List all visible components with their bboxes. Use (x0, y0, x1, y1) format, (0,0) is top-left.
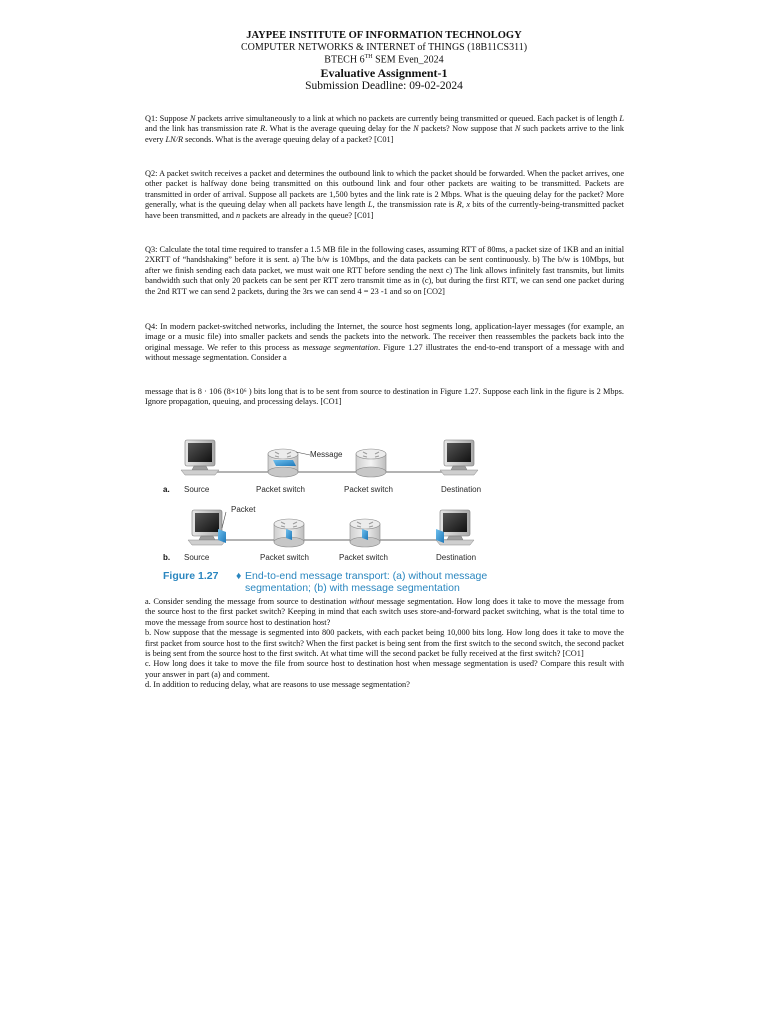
assignment-title: Evaluative Assignment-1 (320, 66, 448, 80)
packet-switch-label: Packet switch (260, 553, 309, 562)
packet-switch-label: Packet switch (344, 485, 393, 494)
q1-text: packets arrive simultaneously to a link at which no packets are currently being transmitted or queued. Each packet is of length (195, 114, 620, 123)
q2-text: packets are already in the queue? [C01] (240, 210, 374, 220)
source-label: Source (184, 485, 210, 494)
packet-switch-label: Packet switch (256, 485, 305, 494)
destination-label: Destination (441, 485, 482, 494)
q1-text: and the link has transmission rate (145, 124, 261, 134)
course-title: COMPUTER NETWORKS & INTERNET of THINGS (18B11CS311) (240, 42, 528, 53)
packet-switch-icon (268, 449, 298, 477)
part-a-text: message segmentation. How long does it take to move the message from the source host to the first packet switch? Keeping in mind that each switch uses store-and-forward packet switching, what is the total time to move the message from source host to destination host? (145, 597, 624, 627)
q1-var: N (413, 124, 419, 134)
semester-suffix: SEM Even_2024 (372, 54, 444, 66)
figure-caption-diamond-icon: ♦ (236, 570, 242, 582)
part-b: b. Now suppose that the message is segmented into 800 packets, with each packet being 10,000 bits long. How long does it take to move the first packet from source host to the first switch? When the first packet is being sent from the first switch to the second switch, the second packet is being sent from the source host to the first switch. At what time will the second packet be fully received at the first switch? [CO1] (145, 628, 624, 659)
q4-text: Q4: In modern packet-switched networks, including the Internet, the source host segments long, application-layer messages (for example, an image or a music file) into smaller packets and sends the packets into the network. The receiver then reassembles the packets back into the original message. We refer to this process as (145, 322, 624, 352)
figure-caption-number: Figure 1.27 (163, 570, 219, 582)
row-b-label: b. (163, 553, 171, 562)
part-c: c. How long does it take to move the file from source host to destination host when message segmentation is used? Compare this result with your answer in part (a) and comment. (145, 659, 624, 679)
packet-label: Packet (231, 505, 256, 514)
source-computer-icon (181, 440, 219, 475)
q1-var: N (189, 114, 196, 123)
question-4-parts (145, 597, 624, 691)
packet-switch-icon (356, 449, 386, 477)
q4-term: message segmentation (302, 342, 379, 352)
semester-sup: TH (364, 54, 373, 60)
q1-text: packets? Now suppose that (418, 124, 515, 134)
semester-prefix: BTECH 6 (324, 54, 365, 66)
question-3: Q3: Calculate the total time required to transfer a 1.5 MB file in the following cases, assuming RTT of 80ms, a packet size of 1KB and an initial 2XRTT of “handshaking” before it is sent. a) The b/w is 10Mbps, and the data packets can be sent continuously. b) The b/w is 10Mbps, but after we finish sending each data packet, we must wait one RTT before sending the next c) The link allows infinitely fast transmits, but limits bandwidth such that only 20 packets can be sent per RTT zero transmit time as in (c), but during the first RTT, we can send one packet during the 2nd RTT we can send 2 packets, during the 3rs we can send 4 = 23 -1 and so on [CO2] (145, 245, 624, 296)
message-block-icon (273, 460, 296, 466)
q1-var: LN/R (165, 134, 184, 144)
q1-text: . What is the average queuing delay for the (265, 124, 414, 134)
figure-caption-line-2: segmentation; (b) with message segmentation (245, 582, 460, 594)
q4-text: . Figure 1.27 illustrates the end-to-end transport of a message with and without message segmentation. Consider a (145, 342, 624, 363)
destination-computer-icon (440, 440, 478, 475)
part-a (145, 597, 624, 628)
packet-switch-label: Packet switch (339, 553, 388, 562)
q1-var: N (514, 124, 521, 134)
part-d: d. In addition to reducing delay, what are reasons to use message segmentation? (145, 680, 410, 690)
q1-text: Q1: Suppose (145, 114, 190, 123)
q1-text: seconds. What is the average queuing delay of a packet? [C01] (183, 134, 394, 144)
message-label: Message (310, 450, 343, 459)
packet-pointer (222, 512, 226, 528)
q2-var: R (456, 200, 462, 210)
q2-text: bits of the currently-being-transmitted packet have been transmitted, and (145, 200, 624, 220)
q2-var: n (236, 210, 241, 220)
q2-text: , (461, 200, 467, 210)
question-4-continued: message that is 8 · 106 (8×10⁶ ) bits long that is to be sent from source to destination in Figure 1.27. Suppose each link in the figure is 2 Mbps. Ignore propagation, queuing, and processing delays. [CO1] (145, 387, 624, 407)
figure-caption-line-1: End-to-end message transport: (a) without message (245, 570, 488, 582)
q1-text: such packets arrive to the link every (145, 124, 624, 144)
q2-var: L (367, 200, 373, 210)
q1-var: R (260, 124, 266, 134)
q2-text: Q2: A packet switch receives a packet and determines the outbound link to which the packet should be forwarded. When the packet arrives, one other packet is halfway done being transmitted on this outbound link and four other packets are waiting to be transmitted. Packets are transmitted in order of arrival. Suppose all packets are 1,500 bytes and the link rate is 2 Mbps. What is the queuing delay for the packet? More generally, what is the queuing delay when all packets have length (145, 169, 624, 210)
packet-switch-icon (350, 519, 380, 547)
part-a-text: a. Consider sending the message from source to destination (145, 597, 350, 606)
source-label: Source (184, 553, 210, 562)
institute-name: JAYPEE INSTITUTE OF INFORMATION TECHNOLOGY (246, 30, 522, 41)
q2-var: x (466, 200, 471, 210)
q2-text: , the transmission rate is (372, 200, 457, 210)
packet-switch-icon (274, 519, 304, 547)
q1-var: L (619, 114, 624, 123)
row-a-label: a. (163, 485, 170, 494)
part-a-emphasis: without (349, 597, 375, 606)
destination-label: Destination (436, 553, 477, 562)
submission-deadline: Submission Deadline: 09-02-2024 (305, 80, 463, 92)
